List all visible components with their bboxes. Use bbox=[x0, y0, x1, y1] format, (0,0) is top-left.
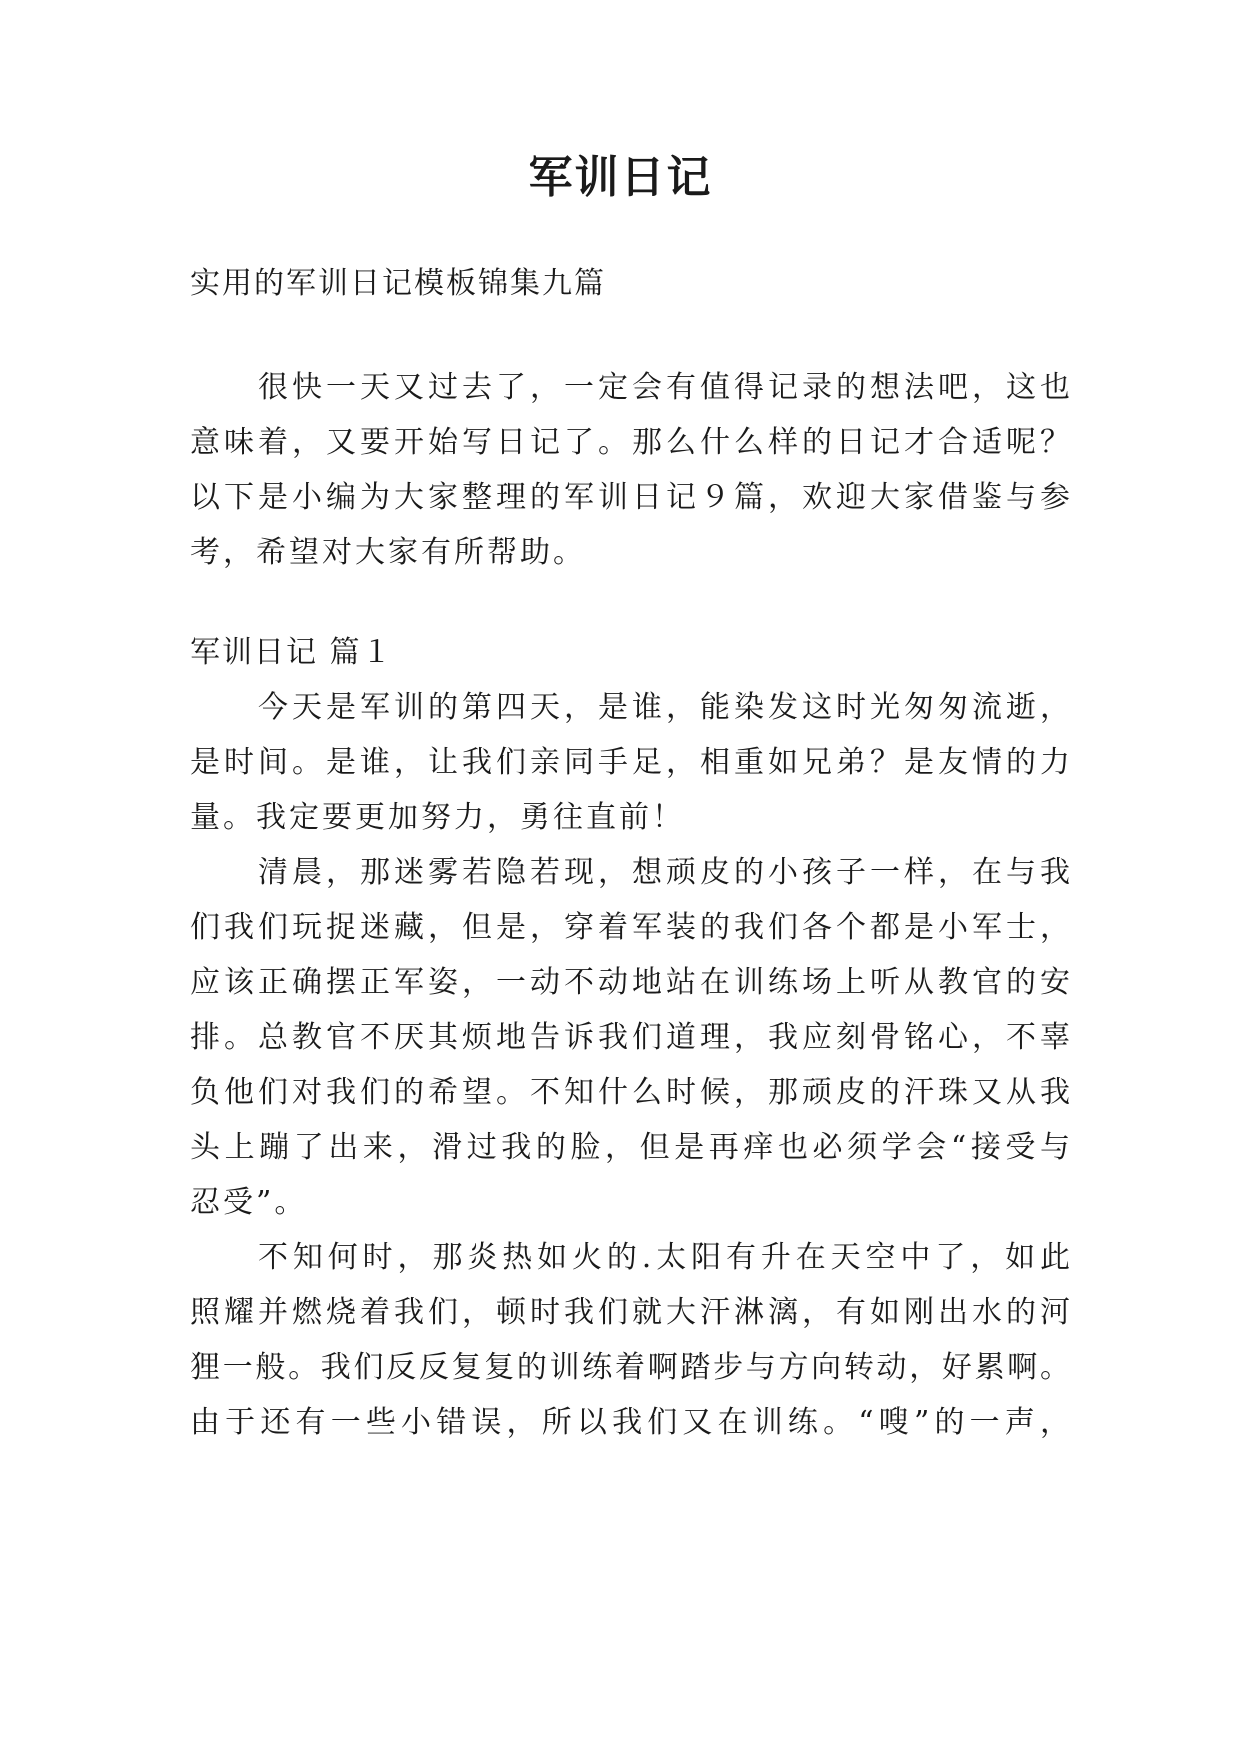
document-subtitle: 实用的军训日记模板锦集九篇 bbox=[190, 266, 606, 301]
paragraph-line: 是时间。是谁，让我们亲同手足，相重如兄弟？是友情的力 bbox=[190, 745, 1070, 780]
paragraph-line: 头上蹦了出来，滑过我的脸，但是再痒也必须学会“接受与 bbox=[190, 1130, 1070, 1165]
paragraph-line: 清晨，那迷雾若隐若现，想顽皮的小孩子一样，在与我 bbox=[258, 855, 1070, 890]
section-heading: 军训日记 篇１ bbox=[190, 635, 394, 670]
paragraph-line: 照耀并燃烧着我们，顿时我们就大汗淋漓，有如刚出水的河 bbox=[190, 1295, 1070, 1330]
paragraph-line: 们我们玩捉迷藏，但是，穿着军装的我们各个都是小军士， bbox=[190, 910, 1070, 945]
paragraph-line: 忍受”。 bbox=[190, 1185, 308, 1220]
paragraph-line: 由于还有一些小错误，所以我们又在训练。“嗖”的一声， bbox=[190, 1405, 1070, 1440]
intro-line: 意味着，又要开始写日记了。那么什么样的日记才合适呢？ bbox=[190, 425, 1070, 460]
intro-line: 以下是小编为大家整理的军训日记９篇，欢迎大家借鉴与参 bbox=[190, 480, 1070, 515]
paragraph-line: 今天是军训的第四天，是谁，能染发这时光匆匆流逝， bbox=[258, 690, 1070, 725]
paragraph-line: 狸一般。我们反反复复的训练着啊踏步与方向转动，好累啊。 bbox=[190, 1350, 1070, 1385]
paragraph-line: 应该正确摆正军姿，一动不动地站在训练场上听从教官的安 bbox=[190, 965, 1070, 1000]
intro-line: 考，希望对大家有所帮助。 bbox=[190, 535, 586, 570]
document-title: 军训日记 bbox=[528, 152, 713, 203]
paragraph-line: 负他们对我们的希望。不知什么时候，那顽皮的汗珠又从我 bbox=[190, 1075, 1070, 1110]
paragraph-line: 量。我定要更加努力，勇往直前！ bbox=[190, 800, 685, 835]
paragraph-line: 排。总教官不厌其烦地告诉我们道理，我应刻骨铭心，不辜 bbox=[190, 1020, 1070, 1055]
paragraph-line: 不知何时，那炎热如火的.太阳有升在天空中了，如此 bbox=[258, 1240, 1070, 1275]
intro-line: 很快一天又过去了，一定会有值得记录的想法吧，这也 bbox=[258, 370, 1070, 405]
